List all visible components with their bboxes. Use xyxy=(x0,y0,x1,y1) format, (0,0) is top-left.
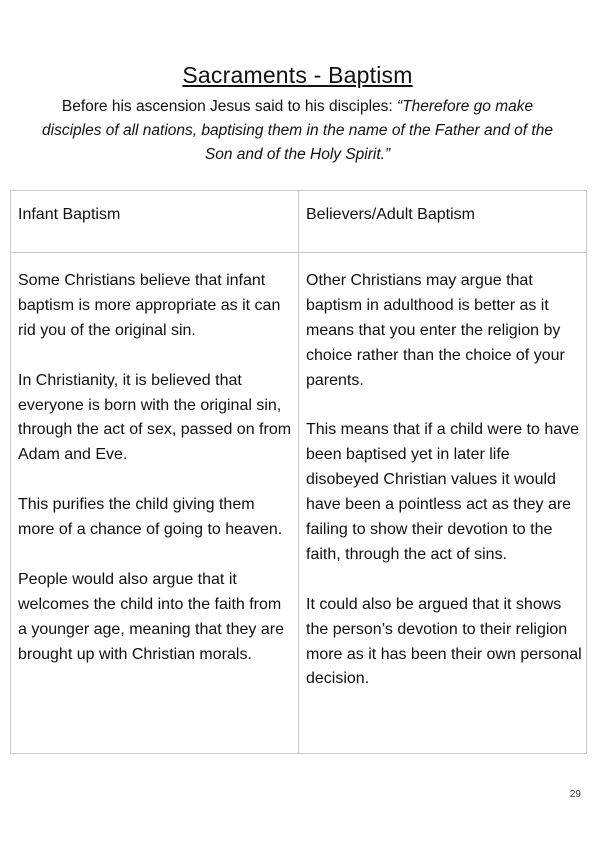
infant-paragraph: People would also argue that it welcomes the child into the faith from a younger age, meaning that they are brought up with Christian morals. xyxy=(18,570,284,663)
comparison-table xyxy=(10,190,587,754)
header-infant-baptism: Infant Baptism xyxy=(18,206,121,223)
adult-paragraph: This means that if a child were to have been baptised yet in later life disobeyed Christian values it would have been a pointless act as they are failing to show their devotion to the faith, through the act of sins. xyxy=(306,421,580,563)
table-body-row xyxy=(11,253,587,754)
page-title: Sacraments - Baptism xyxy=(182,62,413,88)
adult-paragraph: Other Christians may argue that baptism in adulthood is better as it means that you enter the religion by choice rather than the choice of your parents. xyxy=(306,272,565,389)
header-adult-baptism: Believers/Adult Baptism xyxy=(306,206,475,223)
intro-text xyxy=(40,95,555,167)
header-cell-adult xyxy=(299,191,587,253)
infant-baptism-cell xyxy=(11,253,299,754)
intro-lead: Before his ascension Jesus said to his disciples: xyxy=(61,98,398,115)
header-cell-infant xyxy=(11,191,299,253)
adult-baptism-cell xyxy=(299,253,587,754)
table-header-row xyxy=(11,191,587,253)
intro-quote: “Therefore go make disciples of all nations, baptising them in the name of the Father and of the Son and of the Holy Spirit.” xyxy=(42,98,553,163)
infant-paragraph: In Christianity, it is believed that everyone is born with the original sin, through the act of sex, passed on from Adam and Eve. xyxy=(18,371,292,464)
infant-paragraph: This purifies the child giving them more of a chance of going to heaven. xyxy=(18,496,283,539)
infant-paragraph: Some Christians believe that infant baptism is more appropriate as it can rid you of the original sin. xyxy=(18,272,281,339)
page-number: 29 xyxy=(569,789,581,800)
adult-paragraph: It could also be argued that it shows the person’s devotion to their religion more as it has been their own personal decision. xyxy=(306,595,582,688)
